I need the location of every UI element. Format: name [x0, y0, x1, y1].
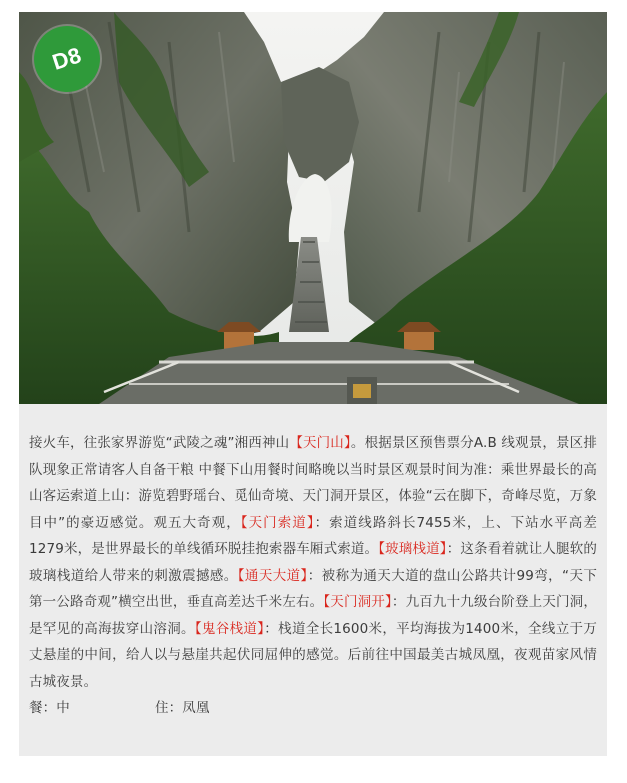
itinerary-panel: [19, 404, 607, 756]
stay-info: 住：凤凰: [155, 700, 210, 716]
highlight-guigu-plank-road: 【鬼谷栈道】: [194, 620, 265, 637]
desc-seg-7: ：栈道全长1600米，平均海拔为1400米，全线立于万丈悬崖的中间，给人以与悬崖共起伏同屈伸的感觉。后前往中国最美古城凤凰，夜观苗家风情古城夜景。: [29, 620, 597, 690]
meal-info: 餐：中: [29, 700, 70, 716]
desc-seg-6: ：九百九十九级台阶登上天门洞，是罕见的高海拔穿山溶洞。: [29, 594, 598, 637]
highlight-tianmen-mountain: 【天门山】: [289, 435, 351, 451]
highlight-glass-walkway: 【玻璃栈道】: [378, 541, 447, 557]
meal-stay-row: [29, 695, 597, 721]
day-badge: D8: [25, 17, 108, 100]
desc-seg-3: ：索道线路斜长7455米，上、下站水平高差1279米，是世界最长的单线循环脱挂抱索器车厢式索道。: [29, 514, 597, 557]
highlight-tongtian-avenue: 【通天大道】: [237, 567, 308, 584]
desc-seg-2: 。根据景区预售票分A.B 线观景，景区排队现象正常请客人自备干粮 中餐下山用餐时间略晚以当时景区观景时间为准：乘世界最长的高山客运索道上山：游览碧野瑶台、觅仙奇境、天门洞开景区，体验“云在脚下，奇峰尽览，万象目中”的豪迈感觉。观五大奇观，: [29, 435, 598, 531]
tianmen-mountain-illustration: [19, 12, 607, 404]
desc-seg-5: ：被称为通天大道的盘山公路共计99弯，“天下第一公路奇观”横空出世，垂直高差达千米左右。: [29, 567, 598, 610]
itinerary-description: [29, 430, 597, 695]
tianmen-mountain-photo: [19, 12, 607, 404]
highlight-tianmen-cableway: 【天门索道】: [240, 514, 315, 531]
highlight-tianmen-cave: 【天门洞开】: [323, 594, 392, 610]
desc-seg-4: ：这条看着就让人腿软的玻璃栈道给人带来的刺激震撼感。: [29, 541, 598, 584]
desc-seg-1: 接火车，往张家界游览“武陵之魂”湘西神山: [29, 435, 290, 451]
